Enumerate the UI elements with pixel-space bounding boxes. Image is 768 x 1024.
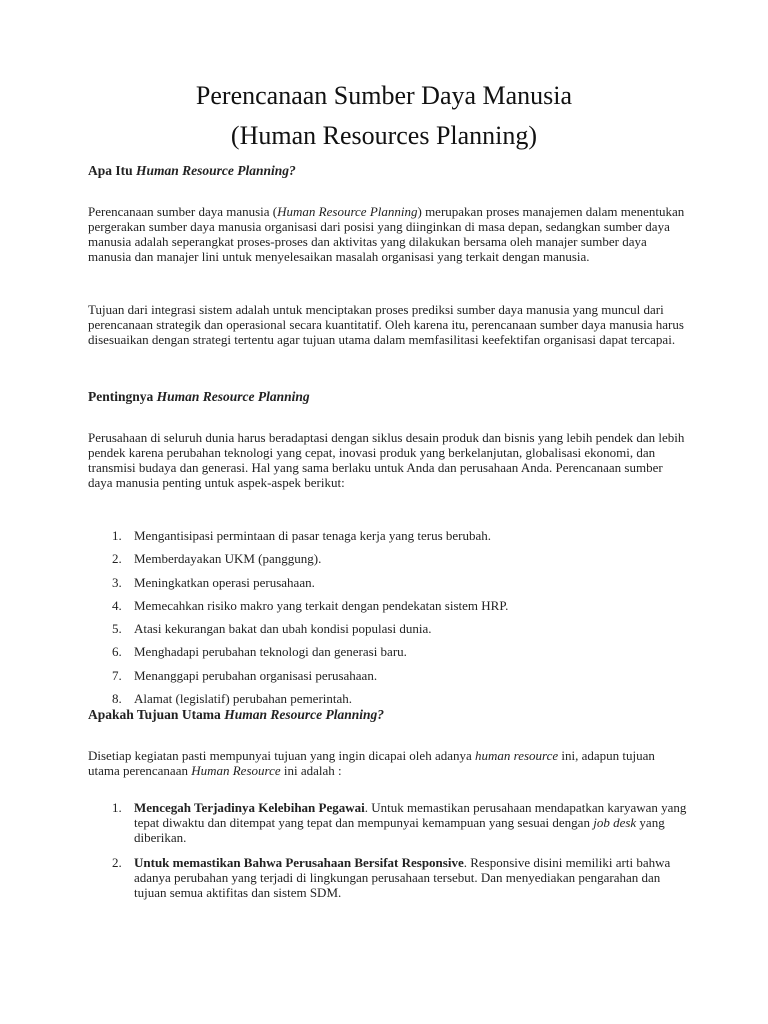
list-item-text-a: . Untuk memastikan perusahaan mendapatkan karyawan yang tepat diwaktu dan ditempat yang tepat dan mempunyai kemampuan yang sesuai dengan bbox=[134, 800, 687, 830]
section3-text-a: Disetiap kegiatan pasti mempunyai tujuan yang ingin dicapai oleh adanya bbox=[88, 748, 475, 763]
para1-text-b: ) merupakan proses manajemen dalam menentukan pergerakan sumber daya manusia organisasi dari posisi yang diinginkan di masa depan, sedangkan sumber daya manusia adalah seperangkat proses-proses dan aktivitas yang dilakukan bersama oleh manajer sumber daya manusia dan manajer lini untuk menyelesaikan masalah organisasi yang terkait dengan manusia. bbox=[88, 204, 685, 264]
list-item bbox=[88, 666, 688, 689]
list-item-text: Meningkatkan operasi perusahaan. bbox=[134, 574, 315, 590]
section2-heading-prefix: Pentingnya bbox=[88, 389, 157, 404]
section1-heading-italic: Human Resource Planning? bbox=[136, 163, 296, 178]
list-item-text-a: . Responsive disini memiliki arti bahwa adanya perubahan yang terjadi di lingkungan perusahaan tersebut. Dan menyediakan pengarahan dan tujuan semua aktifitas dan sistem SDM. bbox=[134, 855, 671, 900]
list-item bbox=[88, 596, 688, 619]
list-item-number: 6. bbox=[112, 644, 122, 660]
list-item-text: Memberdayakan UKM (panggung). bbox=[134, 551, 322, 567]
section3-text-c: ini adalah : bbox=[280, 763, 342, 778]
para1-text-a: Perencanaan sumber daya manusia ( bbox=[88, 204, 278, 219]
list-item-body bbox=[134, 855, 688, 900]
list-item-number: 4. bbox=[112, 597, 122, 613]
list-item-text: Atasi kekurangan bakat dan ubah kondisi populasi dunia. bbox=[134, 621, 432, 637]
list-item-text: Memecahkan risiko makro yang terkait dengan pendekatan sistem HRP. bbox=[134, 597, 509, 613]
list-item bbox=[88, 800, 688, 845]
section1-paragraph1 bbox=[88, 204, 688, 264]
list-item bbox=[88, 526, 688, 549]
section1-paragraph2: Tujuan dari integrasi sistem adalah untuk menciptakan proses prediksi sumber daya manusia yang muncul dari perencanaan strategik dan operasional secara kuantitatif. Oleh karena itu, perencanaan sumber daya manusia harus disesuaikan dengan strategi tertentu agar tujuan utama dalam memfasilitasi keefektifan organisasi dapat tercapai. bbox=[88, 302, 684, 347]
list-item bbox=[88, 642, 688, 665]
list-item-number: 8. bbox=[112, 691, 122, 707]
list-item bbox=[88, 855, 688, 900]
section3-heading-prefix: Apakah Tujuan Utama bbox=[88, 707, 225, 722]
list-item-bold: Mencegah Terjadinya Kelebihan Pegawai bbox=[134, 800, 365, 815]
list-item-number: 3. bbox=[112, 574, 122, 590]
list-item-text: Mengantisipasi permintaan di pasar tenaga kerja yang terus berubah. bbox=[134, 528, 492, 543]
list-item-body bbox=[134, 800, 688, 845]
list-item-number: 2. bbox=[112, 855, 122, 870]
goals-list bbox=[88, 800, 688, 910]
list-item-italic: job desk bbox=[593, 815, 637, 830]
aspects-list bbox=[88, 526, 688, 712]
list-item-text: Menanggapi perubahan organisasi perusahaan. bbox=[134, 667, 378, 683]
section3-text-b: ini, adapun tujuan utama perencanaan bbox=[88, 748, 655, 778]
section3-italic2: Human Resource bbox=[191, 763, 281, 778]
list-item-number: 7. bbox=[112, 667, 122, 683]
list-item-number: 5. bbox=[112, 621, 122, 637]
section3-italic1: human resource bbox=[475, 748, 559, 763]
list-item-number: 2. bbox=[112, 551, 122, 567]
document-title-line1: Perencanaan Sumber Daya Manusia bbox=[195, 81, 573, 110]
list-item-bold: Untuk memastikan Bahwa Perusahaan Bersifat Responsive bbox=[134, 855, 464, 870]
section2-heading bbox=[88, 388, 688, 406]
list-item-text: Menghadapi perubahan teknologi dan generasi baru. bbox=[134, 644, 407, 660]
section3-paragraph bbox=[88, 748, 688, 778]
section1-heading bbox=[88, 162, 688, 180]
section3-heading-italic: Human Resource Planning? bbox=[224, 707, 384, 722]
list-item-number: 1. bbox=[112, 528, 122, 543]
document-title-line2: (Human Resources Planning) bbox=[230, 121, 538, 150]
list-item-number: 1. bbox=[112, 800, 122, 815]
section3-heading bbox=[88, 706, 688, 724]
list-item-text-b: yang diberikan. bbox=[134, 815, 665, 845]
section1-heading-prefix: Apa Itu bbox=[88, 163, 137, 178]
para1-italic: Human Resource Planning bbox=[277, 204, 418, 219]
list-item-text: Alamat (legislatif) perubahan pemerintah. bbox=[134, 691, 353, 707]
section2-heading-italic: Human Resource Planning bbox=[156, 389, 310, 404]
list-item bbox=[88, 619, 688, 642]
list-item bbox=[88, 549, 688, 572]
list-item bbox=[88, 573, 688, 596]
section2-paragraph: Perusahaan di seluruh dunia harus beradaptasi dengan siklus desain produk dan bisnis yang lebih pendek dan lebih pendek karena perubahan teknologi yang cepat, inovasi produk yang berkelanjutan, globalisasi ekonomi, dan transmisi budaya dan generasi. Hal yang sama berlaku untuk Anda dan perusahaan Anda. Perencanaan sumber daya manusia penting untuk aspek-aspek berikut: bbox=[88, 430, 685, 490]
